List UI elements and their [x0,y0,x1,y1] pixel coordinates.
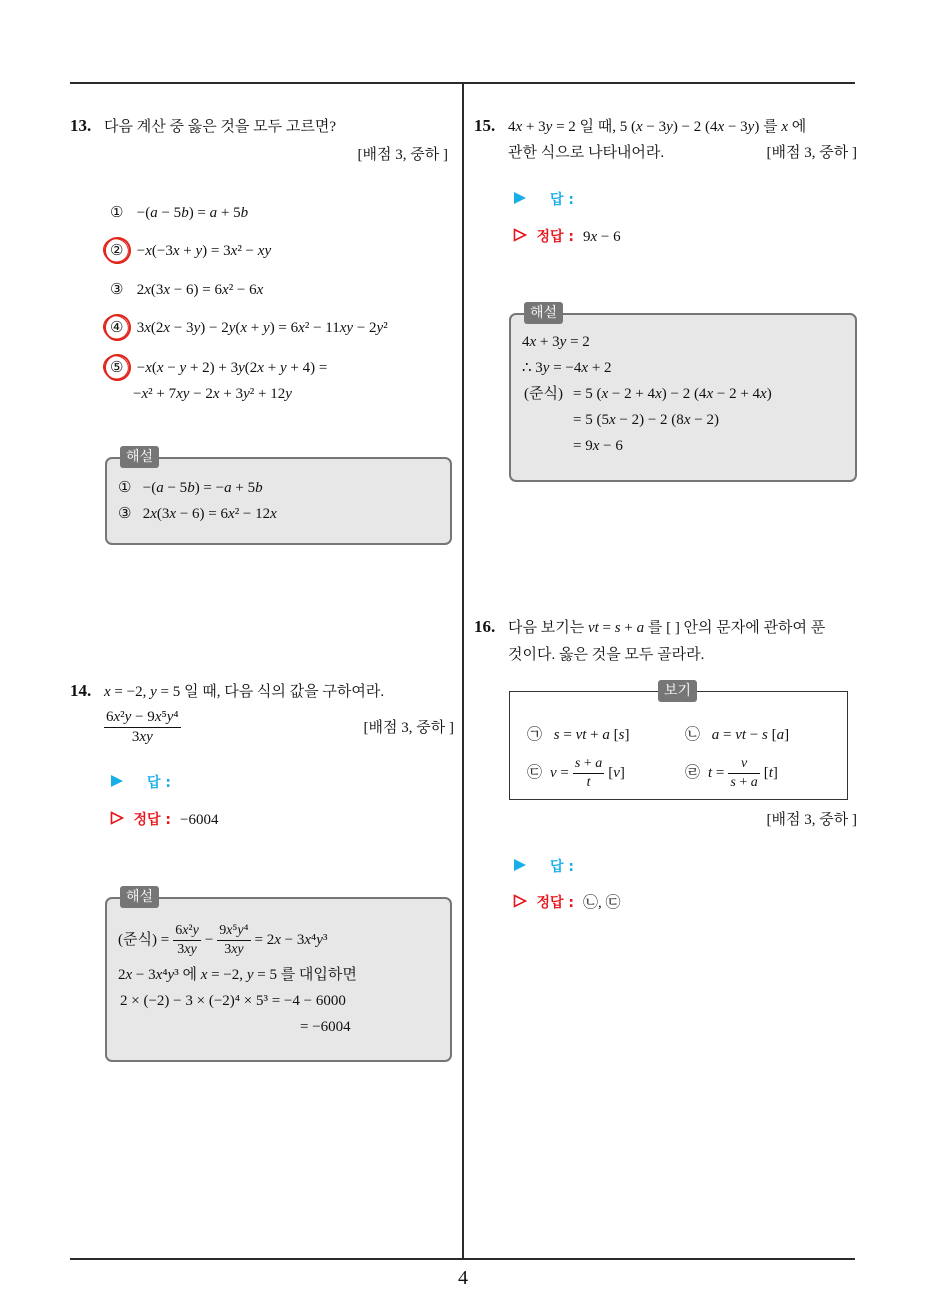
correct-answer-row [513,893,621,913]
choice-a [527,725,629,745]
option-5-continuation: −x² + 7xy − 2x + 3y² + 12y [133,386,292,402]
solution-fraction-2 [217,922,250,959]
fraction-numerator: 6x²y − 9x⁵y⁴ [104,708,181,728]
correct-answer-value: −6004 [180,812,219,828]
choice-c [527,751,625,795]
choice-expression: s = vt + a [s] [553,727,630,743]
correct-answer-row [110,810,218,830]
option-expression: −x(−3x + y) = 3x² − xy [136,243,272,259]
correct-answer-value: 9x − 6 [583,229,621,245]
solution-result: = 2x − 3x⁴y³ [254,932,328,948]
choice-variable: [t] [763,765,778,781]
fraction-denominator: 3xy [177,941,197,957]
outline-triangle-icon [110,811,124,825]
score-label: [배점 3, 중하 ] [357,147,448,163]
choice-lhs: t = [708,765,725,781]
solution-label: 해설 [524,302,563,324]
filled-triangle-icon [110,774,124,788]
page-number: 4 [458,1267,468,1289]
problem-number: 16. [474,617,496,636]
choice-d [685,751,778,795]
score-label: [배점 3, 중하 ] [363,720,454,736]
solution-line-4: = 5 (5x − 2) − 2 (8x − 2) [573,412,719,428]
solution-option-number: ③ [118,506,132,522]
fraction-numerator: 6x²y [173,922,201,941]
choice-fraction [728,755,759,792]
score-label: [배점 3, 중하 ] [766,145,857,161]
solution-expression: −(a − 5b) = −a + 5b [142,480,263,496]
problem-question-line-1: 4x + 3y = 2 일 때, 5 (x − 3y) − 2 (4x − 3y) 를 x 에 [508,119,807,135]
solution-line-1: 4x + 3y = 2 [522,334,590,350]
option-3 [110,280,263,300]
option-expression: −(a − 5b) = a + 5b [136,205,249,221]
fraction-numerator: v [728,755,759,774]
outline-triangle-icon [513,894,527,908]
correct-answer-label: 정답 : [536,895,574,911]
choice-lhs: v = [550,765,569,781]
bottom-rule [70,1258,855,1260]
solution-line-4: = −6004 [300,1019,351,1035]
option-2 [110,241,271,261]
fraction-denominator: s + a [730,774,758,790]
solution-fraction-1 [173,922,201,959]
option-expression: 3x(2x − 3y) − 2y(x + y) = 6x² − 11xy − 2y² [136,320,388,336]
solution-line-1 [118,918,327,962]
answer-label: 답 : [550,859,574,875]
option-number: ③ [110,282,124,298]
option-4 [110,318,388,338]
answer-label: 답 : [550,192,574,208]
expression-fraction [104,708,181,747]
answer-circle-mark [101,351,133,383]
solution-prefix: (준식) [524,386,563,402]
solution-line-2 [118,504,277,524]
solution-label: 해설 [120,886,159,908]
answer-row [513,190,574,210]
problem-question-line-2: 것이다. 옳은 것을 모두 골라라. [508,647,705,663]
solution-expression: 2x(3x − 6) = 6x² − 12x [142,506,277,522]
correct-answer-label: 정답 : [133,812,171,828]
fraction-numerator: 9x⁵y⁴ [217,922,250,941]
solution-prefix: (준식) = [118,932,170,948]
choice-b [685,725,789,745]
choice-mark: ㉣ [685,765,701,781]
solution-operator: − [204,932,214,948]
problem-number: 14. [70,681,92,700]
filled-triangle-icon [513,191,527,205]
answer-row [513,857,574,877]
problem-expression [104,707,181,747]
fraction-denominator: t [586,774,591,790]
problem-question-line-1: 다음 보기는 vt = s + a 를 [ ] 안의 문자에 관하여 푼 [508,620,826,636]
option-expression: 2x(3x − 6) = 6x² − 6x [136,282,264,298]
solution-panel [105,457,452,545]
choice-fraction [573,755,604,792]
choice-mark: ㉠ [527,727,543,743]
option-number: ⑤ [110,360,124,376]
answer-label: 답 : [147,775,171,791]
choice-variable: [v] [608,765,625,781]
solution-label: 해설 [120,446,159,468]
option-number: ② [110,243,124,259]
solution-line-3 [524,384,772,404]
option-expression: −x(x − y + 2) + 3y(2x + y + 4) = [136,360,328,376]
column-divider [462,82,464,1259]
solution-option-number: ① [118,480,132,496]
answer-circle-mark [101,311,133,343]
problem-number: 13. [70,116,92,135]
choice-mark: ㉡ [685,727,701,743]
solution-line-3: 2 × (−2) − 3 × (−2)⁴ × 5³ = −4 − 6000 [120,993,346,1009]
option-number: ① [110,205,124,221]
option-5 [110,358,327,378]
correct-answer-value: ㉡, ㉢ [583,895,621,911]
solution-line-5: = 9x − 6 [573,438,623,454]
answer-circle-mark [101,234,133,266]
problem-question: x = −2, y = 5 일 때, 다음 식의 값을 구하여라. [104,684,385,700]
problem-number: 15. [474,116,496,135]
choice-expression: a = vt − s [a] [711,727,790,743]
outline-triangle-icon [513,228,527,242]
choices-label: 보기 [658,680,697,702]
correct-answer-label: 정답 : [536,229,574,245]
problem-question-line-2: 관한 식으로 나타내어라. [508,145,665,161]
choice-mark: ㉢ [527,765,543,781]
score-label: [배점 3, 중하 ] [766,812,857,828]
solution-expression: = 5 (x − 2 + 4x) − 2 (4x − 2 + 4x) [573,386,772,402]
fraction-denominator: 3xy [131,729,153,745]
option-number: ④ [110,320,124,336]
problem-question: 다음 계산 중 옳은 것을 모두 고르면? [104,119,337,135]
fraction-denominator: 3xy [224,941,244,957]
filled-triangle-icon [513,858,527,872]
option-1 [110,203,248,223]
answer-row [110,773,171,793]
solution-line-1 [118,478,263,498]
correct-answer-row [513,227,621,247]
fraction-numerator: s + a [573,755,604,774]
solution-line-2: ∴ 3y = −4x + 2 [522,360,612,376]
solution-line-2: 2x − 3x⁴y³ 에 x = −2, y = 5 를 대입하면 [118,967,357,983]
